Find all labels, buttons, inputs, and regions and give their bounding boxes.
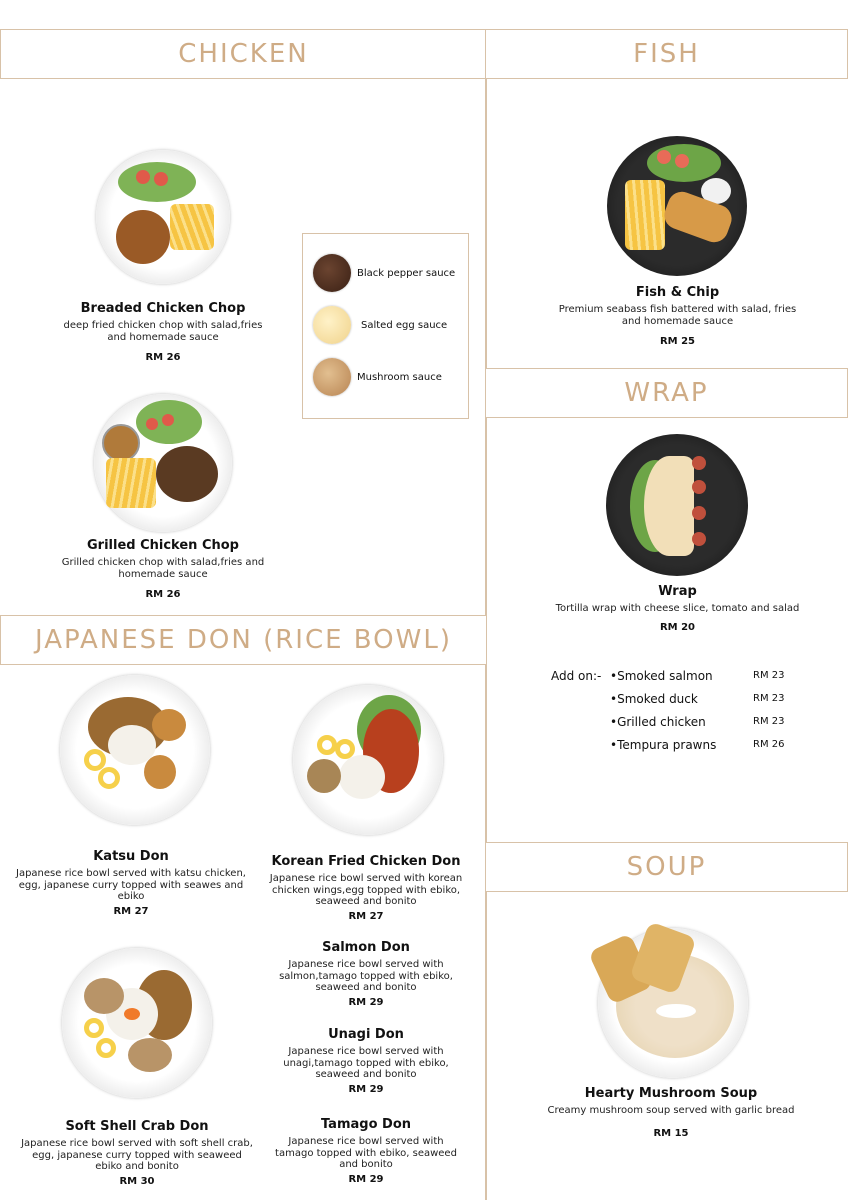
- salted-egg-sauce-image: [313, 306, 351, 344]
- tamago-don-desc: Japanese rice bowl served with tamago topped with ebiko, seaweed and bonito: [275, 1136, 457, 1170]
- sauce-label: Salted egg sauce: [361, 319, 448, 331]
- salmon-don-item: [272, 940, 460, 1008]
- sauce-label: Mushroom sauce: [357, 371, 442, 383]
- addon-item-price: RM 23: [753, 693, 785, 704]
- breaded-chicken-image: [96, 150, 230, 284]
- mushroom-soup-price: RM 15: [653, 1127, 689, 1139]
- korean-fried-chicken-don-image: [293, 685, 443, 835]
- salmon-don-name: Salmon Don: [322, 940, 410, 955]
- section-header-japanese: JAPANESE DON (RICE BOWL): [0, 615, 487, 665]
- unagi-don-item: [272, 1027, 460, 1095]
- soft-shell-crab-don-item: [14, 1119, 260, 1187]
- unagi-don-price: RM 29: [348, 1083, 384, 1095]
- soft-shell-crab-don-price: RM 30: [119, 1175, 155, 1187]
- wrap-desc: Tortilla wrap with cheese slice, tomato and salad: [555, 603, 800, 614]
- soft-shell-crab-don-name: Soft Shell Crab Don: [65, 1119, 209, 1134]
- wrap-image: [606, 434, 748, 576]
- katsu-don-desc: Japanese rice bowl served with katsu chicken, egg, japanese curry topped with seawes and ebiko: [16, 868, 246, 902]
- wrap-price: RM 20: [659, 621, 696, 633]
- breaded-chicken-chop-desc: deep fried chicken chop with salad,fries and homemade sauce: [63, 320, 263, 343]
- korean-fried-chicken-don-price: RM 27: [348, 910, 384, 922]
- grilled-chicken-chop-price: RM 26: [145, 589, 181, 600]
- sauce-options-box: [302, 233, 469, 419]
- tamago-don-name: Tamago Don: [320, 1117, 412, 1132]
- addon-item-name: •Smoked salmon: [610, 669, 713, 683]
- salmon-don-price: RM 29: [348, 996, 384, 1008]
- addon-item-price: RM 26: [753, 739, 785, 750]
- fish-and-chip-price: RM 25: [659, 336, 696, 347]
- addon-item-name: •Grilled chicken: [610, 715, 706, 729]
- unagi-don-desc: Japanese rice bowl served with unagi,tamago topped with ebiko, seaweed and bonito: [283, 1046, 449, 1080]
- tamago-don-price: RM 29: [348, 1173, 384, 1185]
- mushroom-soup-name: Hearty Mushroom Soup: [584, 1086, 758, 1101]
- korean-fried-chicken-don-desc: Japanese rice bowl served with korean chicken wings,egg topped with ebiko, seaweed and bonito: [269, 873, 463, 907]
- grilled-chicken-chop-name: Grilled Chicken Chop: [87, 538, 239, 553]
- fish-and-chip-name: Fish & Chip: [635, 285, 720, 300]
- tamago-don-item: [272, 1117, 460, 1185]
- sauce-option: [313, 254, 455, 292]
- addon-item-price: RM 23: [753, 716, 785, 727]
- grilled-chicken-image: [94, 394, 232, 532]
- sauce-option: [313, 306, 447, 344]
- wrap-name: Wrap: [658, 584, 697, 599]
- breaded-chicken-chop-item: [40, 301, 286, 363]
- unagi-don-name: Unagi Don: [328, 1027, 404, 1042]
- fish-and-chip-image: [607, 136, 747, 276]
- grilled-chicken-chop-item: [40, 538, 286, 600]
- addon-label: Add on:-: [551, 669, 602, 683]
- katsu-don-image: [60, 675, 210, 825]
- black-pepper-sauce-image: [313, 254, 351, 292]
- korean-fried-chicken-don-name: Korean Fried Chicken Don: [271, 854, 461, 869]
- grilled-chicken-chop-desc: Grilled chicken chop with salad,fries and homemade sauce: [61, 557, 265, 580]
- wrap-item: [540, 584, 815, 633]
- salmon-don-desc: Japanese rice bowl served with salmon,tamago topped with ebiko, seaweed and bonito: [279, 959, 453, 993]
- korean-fried-chicken-don-item: [250, 854, 482, 922]
- sauce-option: [313, 358, 442, 396]
- katsu-don-name: Katsu Don: [93, 849, 169, 864]
- fish-and-chip-item: [540, 285, 815, 347]
- fish-and-chip-desc: Premium seabass fish battered with salad, fries and homemade sauce: [558, 304, 797, 327]
- section-header-fish: FISH: [485, 29, 848, 79]
- mushroom-soup-desc: Creamy mushroom soup served with garlic bread: [547, 1105, 795, 1116]
- soft-shell-crab-don-image: [62, 948, 212, 1098]
- soft-shell-crab-don-desc: Japanese rice bowl served with soft shell crab, egg, japanese curry topped with seaweed ebiko and bonito: [21, 1138, 253, 1172]
- mushroom-soup-item: [530, 1086, 812, 1139]
- section-header-chicken: CHICKEN: [0, 29, 487, 79]
- katsu-don-price: RM 27: [113, 905, 149, 917]
- sauce-label: Black pepper sauce: [357, 267, 456, 279]
- section-header-soup: SOUP: [485, 842, 848, 892]
- addon-item-name: •Tempura prawns: [610, 738, 717, 752]
- mushroom-soup-image: [598, 928, 748, 1078]
- addon-item-price: RM 23: [753, 670, 785, 681]
- addon-item-name: •Smoked duck: [610, 692, 698, 706]
- mushroom-sauce-image: [313, 358, 351, 396]
- breaded-chicken-chop-price: RM 26: [145, 352, 181, 363]
- section-header-wrap: WRAP: [485, 368, 848, 418]
- breaded-chicken-chop-name: Breaded Chicken Chop: [80, 301, 246, 316]
- katsu-don-item: [10, 849, 252, 917]
